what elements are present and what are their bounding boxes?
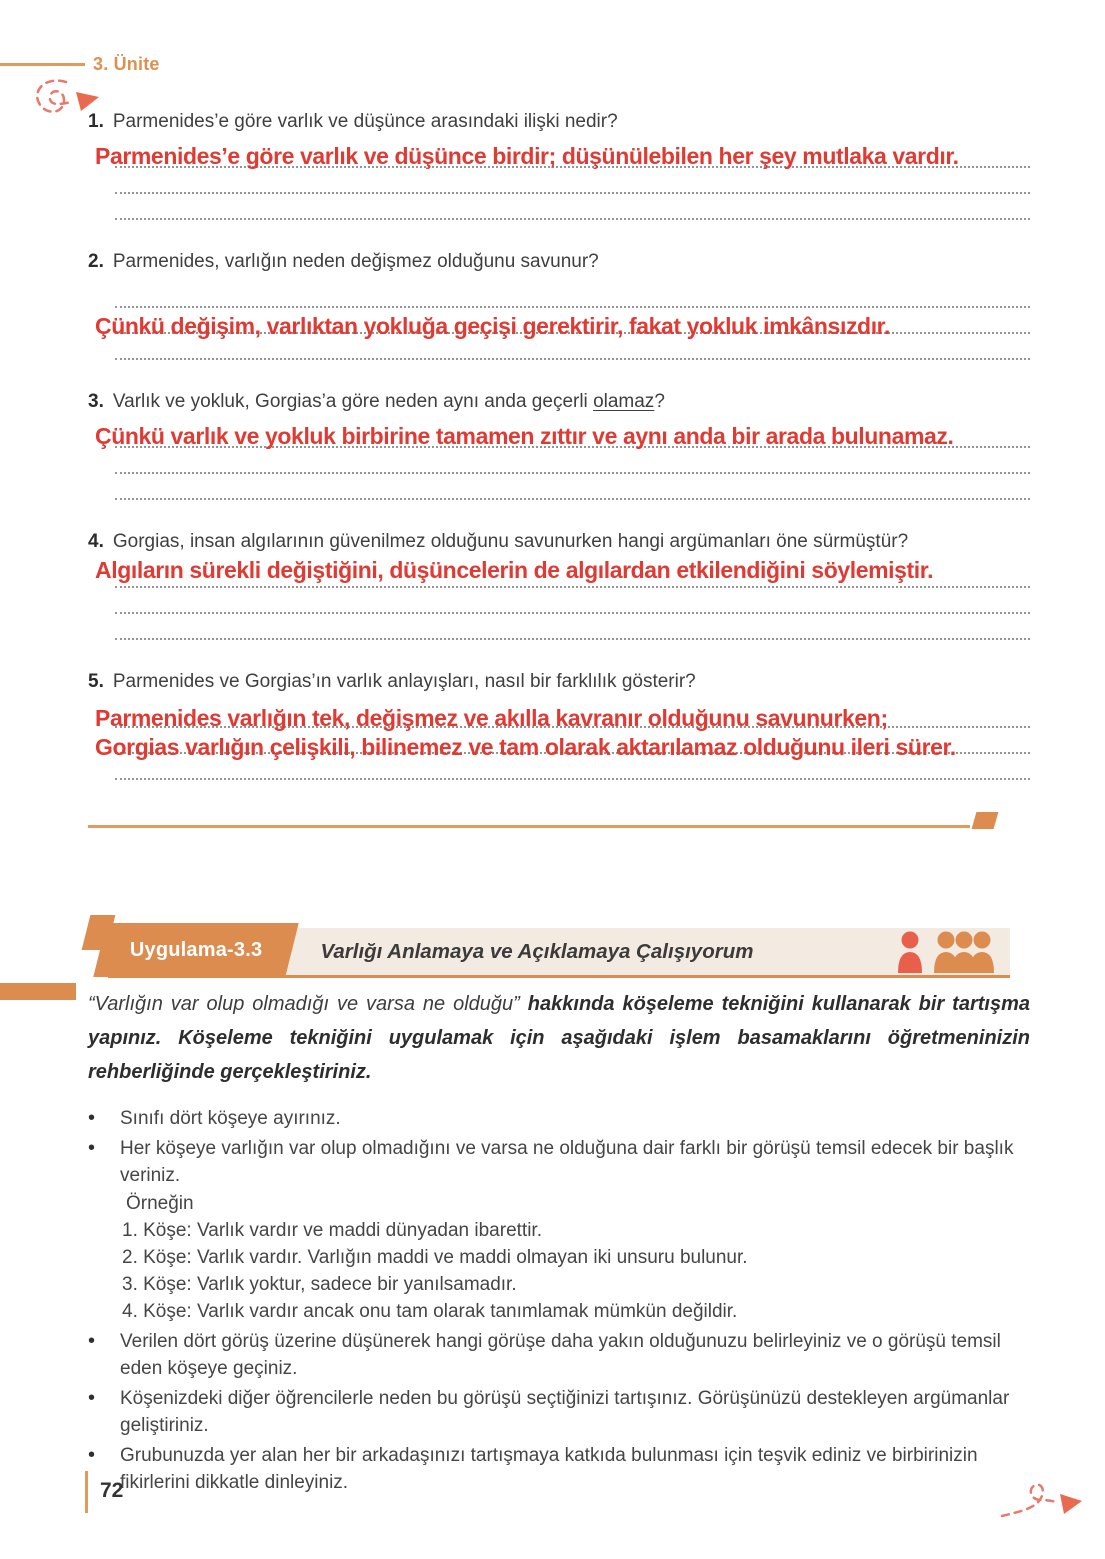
bullet-dot: • <box>88 1330 96 1352</box>
question-number: 5. <box>88 671 104 692</box>
example-item: 4. Köşe: Varlık vardır ancak onu tam olarak tanımlamak mümkün değildir. <box>122 1301 738 1322</box>
answer-area <box>95 557 1030 646</box>
answer-line-2: Gorgias varlığın çelişkili, bilinemez ve tam olarak aktarılamaz olduğunu ileri sürer. <box>95 734 956 760</box>
question-block-2 <box>88 250 1030 366</box>
intro-quote: “Varlığın var olup olmadığı ve varsa ne olduğu” <box>88 993 520 1015</box>
example-label: Örneğin <box>126 1193 194 1214</box>
question-text: Parmenides ve Gorgias’ın varlık anlayışları, nasıl bir farklılık gösterir? <box>112 671 696 692</box>
handwritten-answer: Çünkü varlık ve yokluk birbirine tamamen zıttır ve aynı anda bir arada bulunamaz. <box>95 423 954 449</box>
question-number: 4. <box>88 531 104 552</box>
divider-tab <box>972 812 999 829</box>
activity-badge-label: Uygulama-3.3 <box>130 938 263 960</box>
question-line <box>88 390 1030 414</box>
example-item: 1. Köşe: Varlık vardır ve maddi dünyadan ibarettir. <box>122 1220 542 1241</box>
step-item <box>88 1135 1030 1325</box>
dotted-answer-line <box>115 194 1030 220</box>
activity-steps <box>88 1105 1030 1496</box>
answer-line-1: Parmenides varlığın tek, değişmez ve akılla kavranır olduğunu savunurken; <box>95 705 888 731</box>
dotted-answer-line <box>115 282 1030 308</box>
bullet-dot: • <box>88 1444 96 1466</box>
question-text-after: ? <box>654 391 665 412</box>
activity-band <box>108 928 1010 978</box>
question-block-1 <box>88 110 1030 226</box>
step-text: Köşenizdeki diğer öğrencilerle neden bu görüşü seçtiğinizi tartışınız. Görüşünüzü destekleyen argümanlar geliştiriniz. <box>120 1388 1010 1436</box>
underlined-word: olamaz <box>593 391 655 412</box>
page-number: 72 <box>100 1479 124 1502</box>
question-text: Gorgias, insan algılarının güvenilmez olduğunu savunurken hangi argümanları öne sürmüştür? <box>112 531 909 552</box>
bullet-dot: • <box>88 1137 96 1159</box>
intro-instructions: hakkında köşeleme tekniğini kullanarak bir tartışma yapınız. Köşeleme tekniğini uygulamak için aşağıdaki işlem basamaklarını öğretmeninizin rehberliğinde gerçekleştiriniz. <box>88 993 1030 1083</box>
step-text: Her köşeye varlığın var olup olmadığını ve varsa ne olduğuna dair farklı bir görüşü temsil edecek bir başlık veriniz. <box>120 1138 1014 1186</box>
question-number: 3. <box>88 391 104 412</box>
dotted-answer-line <box>115 614 1030 640</box>
example-item: 2. Köşe: Varlık vardır. Varlığın maddi ve maddi olmayan iki unsuru bulunur. <box>122 1247 748 1268</box>
question-text-before: Varlık ve yokluk, Gorgias’a göre neden aynı anda geçerli <box>112 391 594 412</box>
intro-paragraph <box>88 987 1030 1089</box>
activity-section <box>88 928 1030 1496</box>
question-line <box>88 110 1030 134</box>
answer-area <box>95 702 1030 786</box>
question-number: 2. <box>88 251 104 272</box>
question-text <box>113 390 665 414</box>
page-number-rule <box>85 1471 88 1513</box>
activity-header <box>88 928 1030 978</box>
question-block-4 <box>88 530 1030 646</box>
example-item: 3. Köşe: Varlık yoktur, sadece bir yanılsamadır. <box>122 1274 517 1295</box>
step-item <box>88 1105 1030 1132</box>
question-block-5 <box>88 670 1030 786</box>
question-text: Parmenides, varlığın neden değişmez olduğunu savunur? <box>112 251 599 272</box>
question-line <box>88 670 1030 694</box>
example-block <box>120 1190 1030 1325</box>
step-item <box>88 1442 1030 1496</box>
step-text: Grubunuzda yer alan her bir arkadaşınızı tartışmaya katkıda bulunması için teşvik ediniz ve birbirinizin fikirlerini dikkatle dinleyiniz. <box>120 1445 978 1493</box>
bullet-dot: • <box>88 1387 96 1409</box>
dashed-loop-arrow-icon <box>1000 1474 1086 1524</box>
question-line <box>88 250 1030 274</box>
margin-accent-bar <box>0 983 76 1000</box>
handwritten-answer: Parmenides’e göre varlık ve düşünce birdir; düşünülebilen her şey mutlaka vardır. <box>95 143 959 169</box>
step-item <box>88 1385 1030 1439</box>
handwritten-answer <box>95 704 956 762</box>
dotted-answer-line <box>115 588 1030 614</box>
worksheet-content <box>88 110 1030 1499</box>
answer-area <box>95 422 1030 506</box>
handwritten-answer: Algıların sürekli değiştiğini, düşüncelerin de algılardan etkilendiğini söylemiştir. <box>95 557 934 583</box>
answer-area <box>95 282 1030 366</box>
step-text: Sınıfı dört köşeye ayırınız. <box>120 1108 341 1129</box>
question-block-3 <box>88 390 1030 506</box>
step-text: Verilen dört görüş üzerine düşünerek hangi görüşe daha yakın olduğunuzu belirleyiniz ve o görüşü temsil eden köşeye geçiniz. <box>120 1331 1001 1379</box>
answer-area <box>95 142 1030 226</box>
question-line <box>88 530 1030 554</box>
dotted-answer-line <box>115 168 1030 194</box>
section-divider <box>88 810 1030 830</box>
divider-rule <box>88 825 970 828</box>
unit-label: 3. Ünite <box>93 54 160 74</box>
dotted-answer-line <box>115 448 1030 474</box>
unit-rule <box>0 63 85 66</box>
step-item <box>88 1328 1030 1382</box>
activity-badge <box>93 923 299 977</box>
handwritten-answer: Çünkü değişim, varlıktan yokluğa geçişi gerektirir, fakat yokluk imkânsızdır. <box>95 313 890 339</box>
question-text: Parmenides’e göre varlık ve düşünce arasındaki ilişki nedir? <box>112 111 618 132</box>
people-group-icon <box>896 929 996 975</box>
question-number: 1. <box>88 111 104 132</box>
activity-title: Varlığı Anlamaya ve Açıklamaya Çalışıyorum <box>320 939 754 963</box>
bullet-dot: • <box>88 1107 96 1129</box>
dotted-answer-line <box>115 474 1030 500</box>
